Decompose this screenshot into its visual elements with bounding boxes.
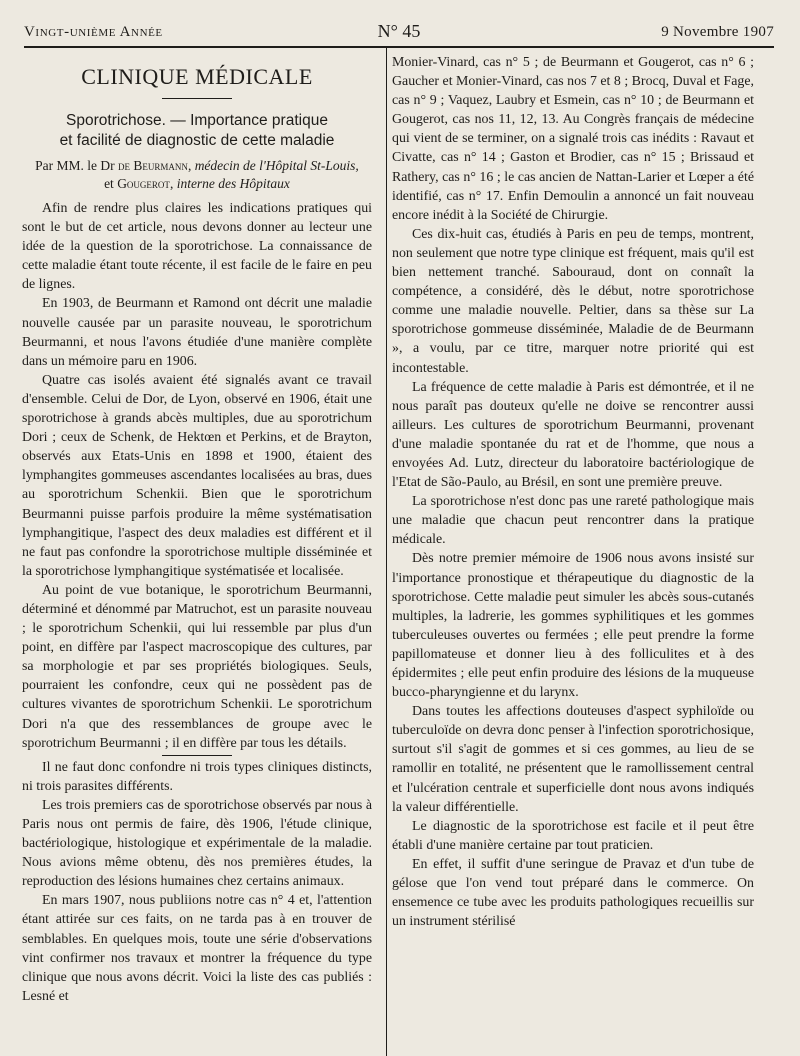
section-title: CLINIQUE MÉDICALE: [81, 64, 313, 89]
paragraph: En effet, il suffit d'une seringue de Pravaz et d'un tube de gélose que l'on vend tout préparé dans le commerce. On ensemence ce tube avec les produits pathologiques recueillis sur un instrument stérilisé: [392, 856, 754, 930]
author-2-role: interne des Hôpitaux: [176, 176, 290, 191]
paragraph: La sporotrichose n'est donc pas une rareté pathologique mais une maladie que chacun peut rencontrer dans la pratique médicale.: [392, 494, 754, 548]
article-title: [22, 111, 372, 151]
paragraph: Dès notre premier mémoire de 1906 nous avons insisté sur l'importance pronostique et thérapeutique du diagnostic de la sporotrichose. Cette maladie peut simuler les abcès sous-cutanés multiples, la ladrerie, les gommes syphilitiques et les gommes tuberculeuses ouvertes ou fermées ; elle peut prendre la forme papillomateuse et donner lieu à des folliculites et à des épidermites ; elle peut enfin produire des lésions de la muqueuse bucco-pharyngienne et du larynx.: [392, 551, 754, 701]
paragraph-rule: [162, 755, 232, 756]
column-divider: [386, 48, 387, 1056]
paragraph: Ces dix-huit cas, étudiés à Paris en peu de temps, montrent, non seulement que notre type clinique est fréquent, mais qu'il est bien nettement tranché. Sabouraud, dont on connaît la compétence, a considéré, dès le début, notre sporotrichose comme une maladie nouvelle. Peltier, dans sa thèse sur La sporotrichose gommeuse disséminée, Maladie de de Beurmann », a voulu, par ce titre, marquer notre priorité qui est incontestable.: [392, 226, 754, 376]
paragraph: La fréquence de cette maladie à Paris est démontrée, et il ne nous paraît pas douteux qu'elle ne doive se rencontrer aussi ailleurs. Les cultures de sporotrichum Beurmanni, provenant d'une maladie spontanée du rat et de l'homme, que nous a envoyées Ad. Lutz, directeur du laboratoire bactériologique de l'Etat de São-Paulo, au Brésil, en sont une première preuve.: [392, 379, 754, 491]
paragraph: Afin de rendre plus claires les indications pratiques qui sont le but de cet article, nous devons donner au lecteur une idée de la question de la sporotrichose. La connaissance de cette maladie étant toute récente, il est facile de le faire en peu de lignes.: [22, 201, 372, 293]
paragraph: En 1903, de Beurmann et Ramond ont décrit une maladie nouvelle causée par un parasite nouveau, le sporotrichum Beurmanni, et nous l'avons étudiée d'une manière complète dans un mémoire paru en 1906.: [22, 296, 372, 369]
article-title-line-2: et facilité de diagnostic de cette maladie: [59, 132, 335, 149]
header-date: 9 Novembre 1907: [661, 24, 774, 40]
byline-prefix: Par MM. le Dr: [35, 158, 119, 173]
byline: Par MM. le Dr de Beurmann, médecin de l'Hôpital St-Louis, et Gougerot, interne des Hôpitaux: [35, 158, 359, 191]
author-1-role: médecin de l'Hôpital St-Louis,: [194, 158, 359, 173]
paragraph: Les trois premiers cas de sporotrichose observés par nous à Paris nous ont permis de faire, dès 1906, l'étude clinique, bactériologique, histologique et expérimentale de la maladie. Nous avions même obtenu, dès nos premières études, la reproduction des lésions humaines chez certains animaux.: [22, 797, 372, 890]
section-title-rule: [162, 98, 232, 99]
paragraph: Le diagnostic de la sporotrichose est facile et il peut être établi d'une manière certaine par tout praticien.: [392, 818, 754, 853]
header-volume: Vingt-unième Année: [24, 24, 163, 40]
byline-and: et: [104, 176, 118, 191]
paragraph: Quatre cas isolés avaient été signalés avant ce travail d'ensemble. Celui de Dor, de Lyon, observé en 1906, était une sporotrichose à grands abcès multiples, due au sporotrichum Dori ; ceux de Schenk, de Hektœn et Perkins, et de Brayton, observés aux Etats-Unis en 1898 et 1900, étaient des lymphangites gommeuses ascendantes localisées au bras, dues au sporotrichum Schenkii. Bien que le sporotrichum Beurmanni puisse parfois produire la même systématisation lymphangitique, l'aspect des deux maladies est différent et il ne faut pas confondre la sporotrichose multiple disséminée et la sporotrichose lymphangitique systématisée et localisée.: [22, 372, 372, 579]
page-header: [24, 20, 774, 46]
paragraph: Dans toutes les affections douteuses d'aspect syphiloïde ou tuberculoïde on devra donc penser à l'infection sporotrichosique, surtout s'il s'agit de gommes et si ces gommes, au lieu de se ramollir en totalité, ne présentent que le ramollissement central et l'ulcération centrale et superficielle dont nous avons indiqués la valeur différentielle.: [392, 704, 754, 815]
article-title-line-1: Sporotrichose. — Importance pratique: [66, 112, 328, 129]
paragraph: En mars 1907, nous publiions notre cas n° 4 et, l'attention étant attirée sur ces faits, on ne tarda pas à en trouver de semblables. En quelques mois, toute une série d'observations vint confirmer nos travaux et montrer la fréquence du type clinique que nous avons décrit. Voici la liste des cas publiés : Lesné et: [22, 893, 372, 1004]
left-column: [22, 48, 372, 1006]
paragraph: Il ne faut donc confondre ni trois types cliniques distincts, ni trois parasites différents.: [22, 759, 372, 794]
right-column: [392, 53, 754, 931]
paragraph-continued: Monier-Vinard, cas n° 5 ; de Beurmann et Gougerot, cas n° 6 ; Gaucher et Monier-Vinard, cas nos 7 et 8 ; Brocq, Duval et Fage, cas n° 9 ; Vaquez, Laubry et Esmein, cas n° 10 ; de Beurmann et Gougerot, cas nos 11, 12, 13. Au Congrès français de médecine qui vient de se terminer, on a signalé trois cas inédits : Ravaut et Civatte, cas n° 14 ; Gaston et Brodier, cas n° 15 ; Brissaud et Rathery, cas n° 16 ; le cas ancien de Nattan-Larier et Lœper a été identifié, cas n° 17. Enfin Demoulin a annoncé un fait nouveau encore inédit à la Société de Chirurgie.: [392, 55, 754, 223]
author-1: de Beurmann: [118, 158, 188, 173]
header-issue-number: N° 45: [377, 21, 421, 41]
author-2: Gougerot: [117, 176, 170, 191]
paragraph: Au point de vue botanique, le sporotrichum Beurmanni, déterminé et dénommé par Matruchot, est un parasite nouveau ; le sporotrichum Schenkii, qui lui ressemble par plus d'un point, en diffère par l'aspect macroscopique des cultures, par sa morphologie et par ses propriétés biologiques. Seuls, pourraient les confondre, ceux qui ne possèdent pas de cultures vivantes de sporotrichum Schenkii. Le sporotrichum Dori n'a que des ressemblances de groupe avec le sporotrichum Beurmanni ; il en diffère par tous les détails.: [22, 582, 372, 751]
